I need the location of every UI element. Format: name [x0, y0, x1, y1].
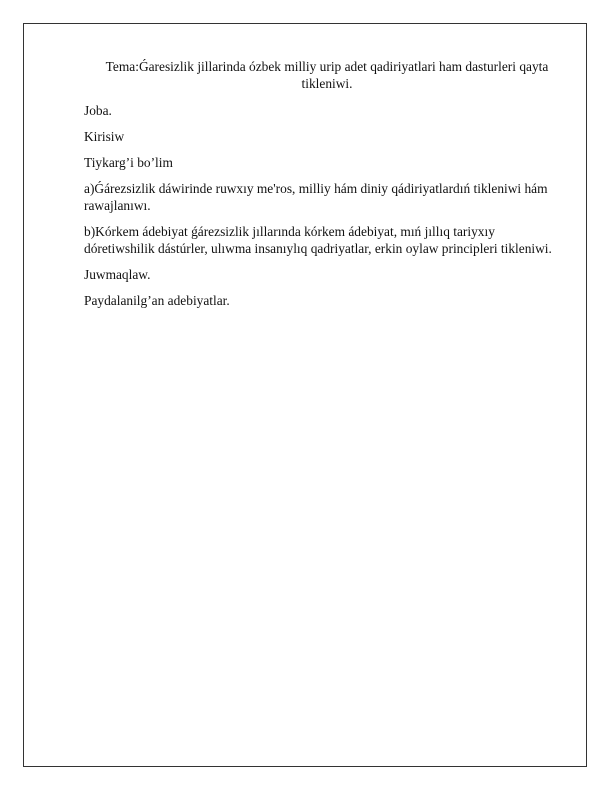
outline-references: Paydalanilg’an adebiyatlar. — [84, 293, 230, 308]
outline-heading: Joba. — [84, 103, 112, 118]
outline-conclusion: Juwmaqlaw. — [84, 267, 151, 282]
outline-section-a: a)Ǵárezsizlik dáwirinde ruwxıy me'ros, milliy hám diniy qádiriyatlardıń tikleniwi hám rawajlanıwı. — [84, 181, 548, 213]
document-title: Tema:Ǵaresizlik jillarinda ózbek milliy urip adet qadiriyatlari ham dasturleri qayta tikleniwi. — [105, 59, 549, 91]
outline-section-b: b)Kórkem ádebiyat ǵárezsizlik jıllarında kórkem ádebiyat, mıń jıllıq tariyxıy dóretiwshilik dástúrler, ulıwma insanıylıq qadriyatlar, erkin oylaw principleri tikleniwi. — [84, 224, 552, 256]
outline-introduction: Kirisiw — [84, 129, 125, 144]
outline-main-part: Tiykarg’i bo’lim — [84, 155, 173, 170]
document-body — [84, 58, 562, 318]
